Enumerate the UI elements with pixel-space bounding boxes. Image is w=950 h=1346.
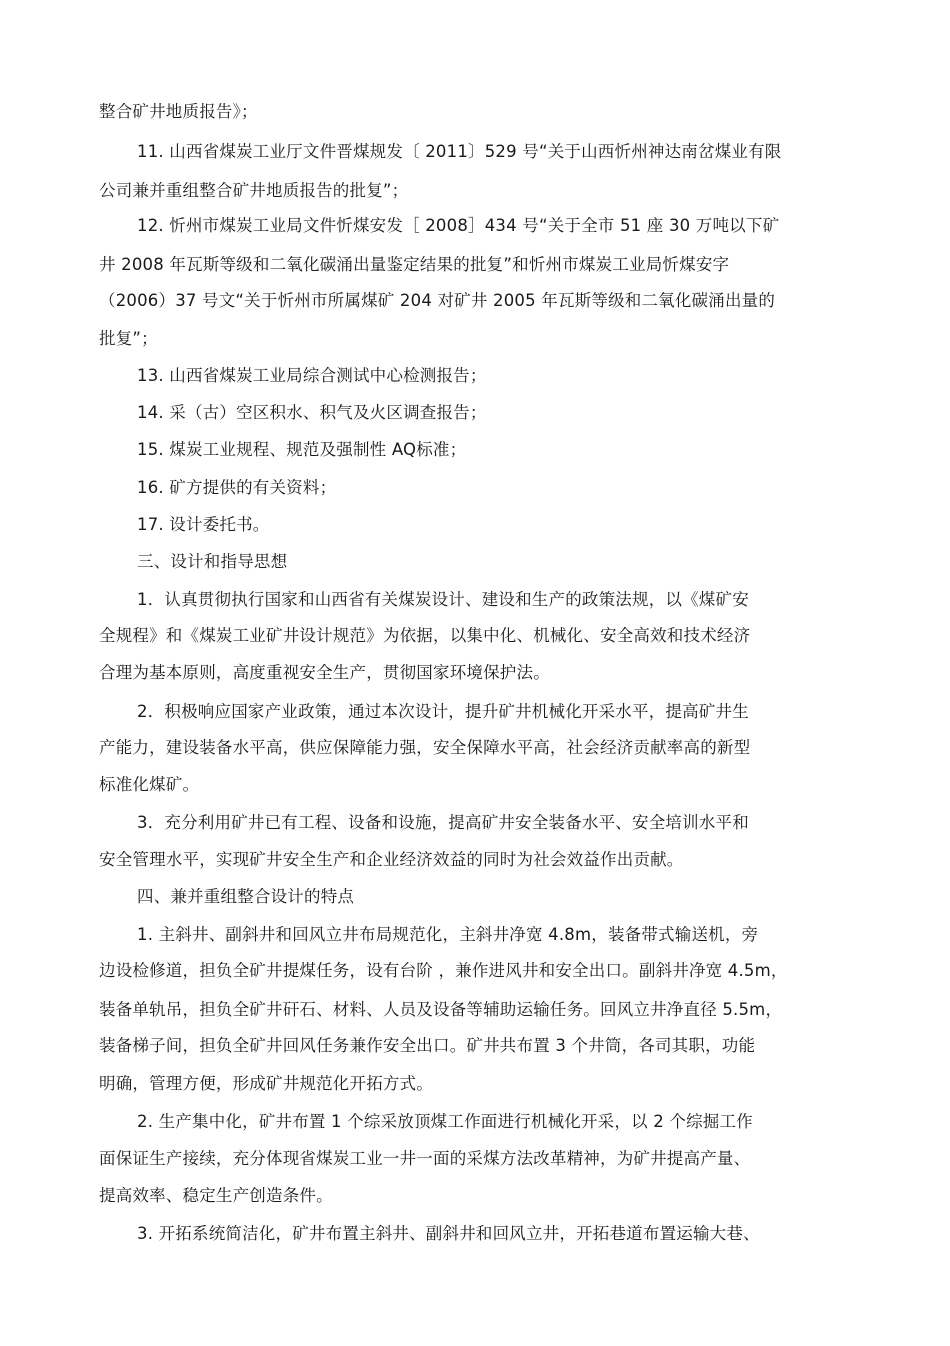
text-line: 井 2008 年瓦斯等级和二氧化碳涌出量鉴定结果的批复”和忻州市煤炭工业局忻煤安字	[99, 255, 730, 274]
text-line: 整合矿井地质报告》；	[99, 102, 258, 121]
text-line: 提高效率、稳定生产创造条件。	[99, 1186, 333, 1205]
text-line: 11. 山西省煤炭工业厅文件晋煤规发〔 2011〕529 号“关于山西忻州神达南岔煤业有限	[137, 142, 782, 161]
text-line: 13. 山西省煤炭工业局综合测试中心检测报告；	[137, 366, 487, 385]
text-line: 全规程》和《煤炭工业矿井设计规范》为依据，以集中化、机械化、安全高效和技术经济	[99, 626, 751, 645]
text-line: 2. 生产集中化，矿井布置 1 个综采放顶煤工作面进行机械化开采，以 2 个综掘工作	[137, 1112, 753, 1131]
text-line: （2006）37 号文“关于忻州市所属煤矿 204 对矿井 2005 年瓦斯等级和二氧化碳涌出量的	[99, 291, 776, 310]
text-line: 装备单轨吊，担负全矿井矸石、材料、人员及设备等辅助运输任务。回风立井净直径 5.5m，	[99, 1000, 783, 1019]
text-line: 1. 主斜井、副斜井和回风立井布局规范化，主斜井净宽 4.8m，装备带式输送机，旁	[137, 925, 759, 944]
text-line: 装备梯子间，担负全矿井回风任务兼作安全出口。矿井共布置 3 个井筒，各司其职，功能	[99, 1036, 756, 1055]
text-line: 合理为基本原则，高度重视安全生产，贯彻国家环境保护法。	[99, 663, 550, 682]
text-line: 标准化煤矿。	[99, 775, 200, 794]
text-line: 3. 开拓系统简洁化，矿井布置主斜井、副斜井和回风立井，开拓巷道布置运输大巷、	[137, 1224, 760, 1243]
text-line: 12. 忻州市煤炭工业局文件忻煤安发［ 2008］434 号“关于全市 51 座 30 万吨以下矿	[137, 216, 780, 235]
text-line: 面保证生产接续，充分体现省煤炭工业一井一面的采煤方法改革精神，为矿井提高产量、	[99, 1149, 751, 1168]
text-line: 2．积极响应国家产业政策，通过本次设计，提升矿井机械化开采水平，提高矿井生	[137, 702, 749, 721]
text-line: 15. 煤炭工业规程、规范及强制性 AQ标准；	[137, 440, 467, 459]
text-line: 产能力，建设装备水平高，供应保障能力强，安全保障水平高，社会经济贡献率高的新型	[99, 738, 751, 757]
text-line: 批复”；	[99, 329, 158, 348]
text-line: 1．认真贯彻执行国家和山西省有关煤炭设计、建设和生产的政策法规，以《煤矿安	[137, 590, 749, 609]
text-line: 16. 矿方提供的有关资料；	[137, 478, 337, 497]
text-line: 3．充分利用矿井已有工程、设备和设施，提高矿井安全装备水平、安全培训水平和	[137, 813, 749, 832]
section-heading: 三、设计和指导思想	[137, 552, 288, 571]
text-line: 安全管理水平，实现矿井安全生产和企业经济效益的同时为社会效益作出贡献。	[99, 850, 684, 869]
text-line: 明确，管理方便，形成矿井规范化开拓方式。	[99, 1074, 433, 1093]
text-line: 公司兼并重组整合矿井地质报告的批复”；	[99, 181, 409, 200]
text-line: 14. 采（古）空区积水、积气及火区调查报告；	[137, 403, 487, 422]
text-line: 17. 设计委托书。	[137, 515, 270, 534]
text-line: 边设检修道，担负全矿井提煤任务，设有台阶 ，兼作进风井和安全出口。副斜井净宽 4.5m，	[99, 961, 788, 980]
section-heading: 四、兼并重组整合设计的特点	[137, 887, 355, 906]
